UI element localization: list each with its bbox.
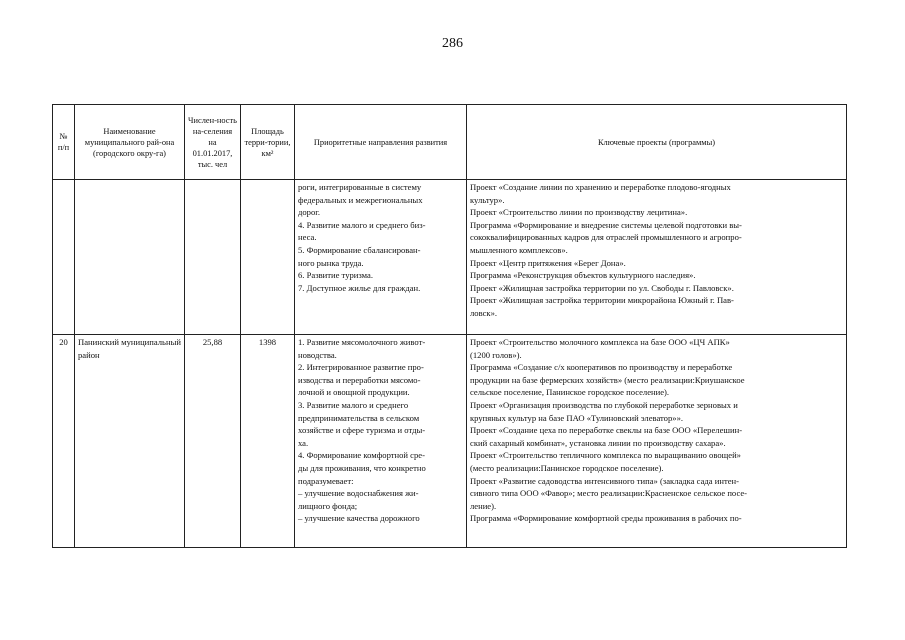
cell-projects-line: крупяных культур на базе ПАО «Тулиновский элеватор»». [470,412,684,423]
cell-directions-line: ного рынка труда. [298,257,364,268]
cell-directions-line: 1. Развитие мясомолочного живот- [298,337,426,347]
cell-projects-line: Программа «Реконструкция объектов культурного наследия». [470,270,696,281]
table-header [53,105,847,180]
cell-projects-line: Программа «Формирование и внедрение системы целевой подготовки вы- [470,219,742,230]
cell-projects-line: Проект «Жилищная застройка территории по ул. Свободы г. Павловск». [470,282,734,293]
cell-directions-line: лищного фонда; [298,500,358,511]
cell-directions-line: лочной и овощной продукции. [298,387,410,398]
cell-district-name [75,180,185,335]
cell-num [53,180,75,335]
cell-projects-line: культур». [470,194,505,205]
cell-projects-line: сельское поселение, Панинское городское поселение). [470,387,670,398]
cell-directions-line: неса. [298,232,317,243]
cell-projects-line: мышленного комплексов». [470,244,568,255]
header-num: № п/п [53,105,75,180]
cell-projects-line: Проект «Строительство тепличного комплекса по выращиванию овощей» [470,450,741,461]
cell-directions [295,335,467,548]
cell-directions-line: новодства. [298,349,337,360]
cell-directions-line: 4. Формирование комфортной сре- [298,450,425,461]
cell-num: 20 [53,335,75,548]
cell-projects-line: ление). [470,500,497,511]
cell-projects-line: Проект «Строительство линии по производству лецитина». [470,207,688,218]
cell-directions-line: ды для проживания, что конкретно [298,462,426,473]
cell-projects-line: Проект «Создание линии по хранению и переработке плодово-ягодных [470,182,731,192]
cell-district-name: Панинский муниципальный район [75,335,185,548]
cell-projects-line: Проект «Центр притяжения «Берег Дона». [470,257,626,268]
cell-projects-line: (место реализации:Панинское городское поселение). [470,462,664,473]
cell-directions-line: 2. Интегрированное развитие про- [298,362,424,373]
cell-projects-line: ский сахарный комбинат», установка линии по производству сахара». [470,437,726,448]
header-directions: Приоритетные направления развития [295,105,467,180]
cell-projects-line: Программа «Создание с/х кооперативов по производству и переработке [470,362,733,373]
cell-projects-line: Проект «Жилищная застройка территории микрорайона Южный г. Пав- [470,295,734,306]
cell-projects-line: Проект «Развитие садоводства интенсивного типа» (закладка сада интен- [470,475,739,486]
table-body [53,180,847,548]
cell-population: 25,88 [185,335,241,548]
header-name: Наименование муниципального рай-она (городского окру-га) [75,105,185,180]
cell-projects-line: сококвалифицированных кадров для отраслей промышленного и агропро- [470,232,742,243]
cell-directions-line: 3. Развитие малого и среднего [298,399,409,410]
cell-projects-line: Программа «Формирование комфортной среды проживания в рабочих по- [470,513,742,524]
cell-directions-line: – улучшение качества дорожного [298,513,420,524]
header-area: Площадь терри-тории, км² [241,105,295,180]
cell-projects-line: сивного типа ООО «Фавор»; место реализации:Красненское сельское посе- [470,488,748,499]
cell-directions-line: роги, интегрированные в систему [298,182,422,192]
cell-projects-line: Проект «Создание цеха по переработке свеклы на базе ООО «Перелешин- [470,425,743,436]
cell-directions-line: подразумевает: [298,475,354,486]
cell-projects-line: ловск». [470,307,498,318]
header-projects: Ключевые проекты (программы) [467,105,847,180]
cell-directions-line: 4. Развитие малого и среднего биз- [298,219,426,230]
cell-directions-line: 5. Формирование сбалансирован- [298,244,421,255]
cell-population [185,180,241,335]
header-population: Числен-ность на-селения на 01.01.2017, тыс. чел [185,105,241,180]
cell-directions-line: предпринимательства в сельском [298,412,420,423]
cell-area [241,180,295,335]
cell-directions [295,180,467,335]
cell-projects [467,180,847,335]
cell-directions-line: изводства и переработки мясомо- [298,374,421,385]
cell-area: 1398 [241,335,295,548]
cell-directions-line: – улучшение водоснабжения жи- [298,488,419,499]
cell-projects-line: (1200 голов»). [470,349,522,360]
page-number: 286 [442,36,463,51]
cell-projects [467,335,847,548]
cell-directions-line: хозяйстве и сфере туризма и отды- [298,425,426,436]
table-row [53,180,847,335]
cell-directions-line: федеральных и межрегиональных [298,194,423,205]
cell-directions-line: 6. Развитие туризма. [298,270,374,281]
cell-directions-line: дорог. [298,207,320,218]
cell-projects-line: Проект «Организация производства по глубокой переработке зерновых и [470,399,738,410]
table-row [53,335,847,548]
cell-projects-line: Проект «Строительство молочного комплекса на базе ООО «ЦЧ АПК» [470,337,730,347]
district-table [52,104,847,548]
cell-directions-line: ха. [298,437,309,448]
cell-directions-line: 7. Доступное жилье для граждан. [298,282,421,293]
cell-projects-line: продукции на базе фермерских хозяйств» (место реализации:Криушанское [470,374,745,385]
